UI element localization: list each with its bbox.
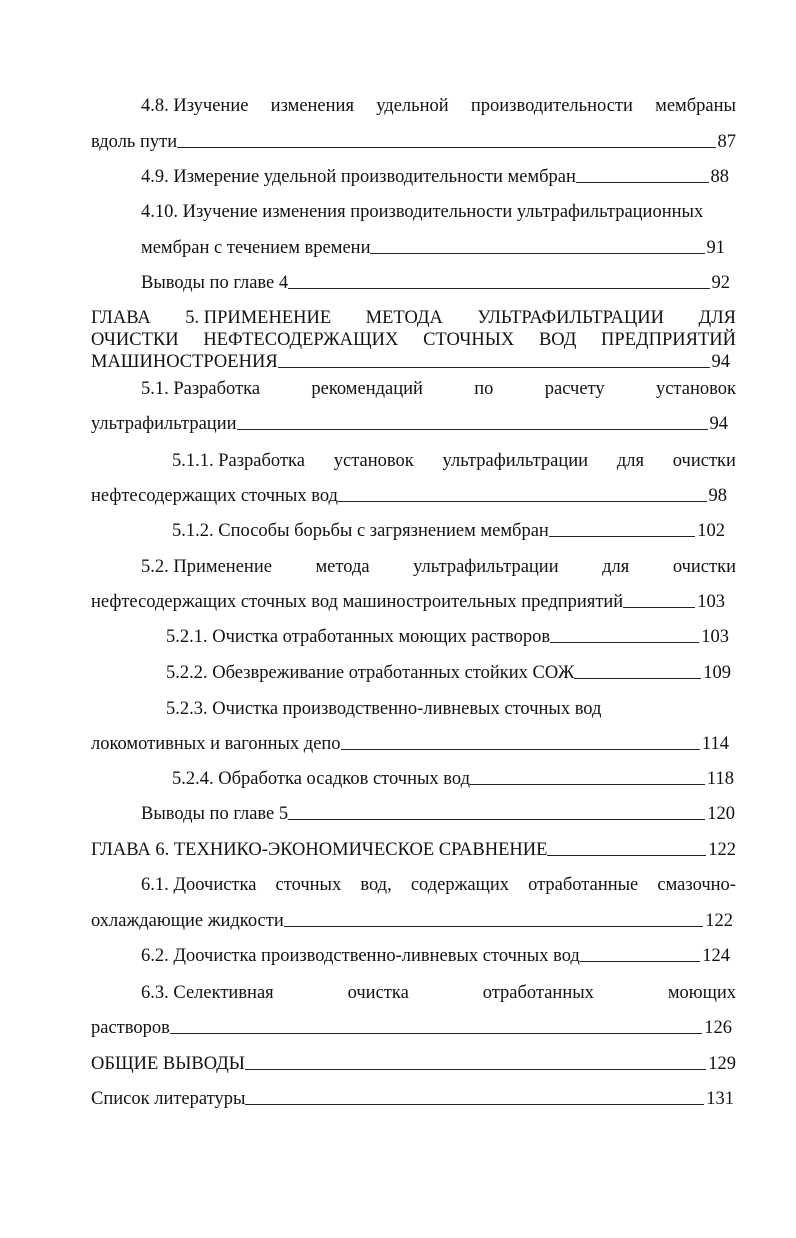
- toc-text: 5.2.4. Обработка осадков сточных вод: [172, 768, 471, 789]
- toc-text: 4.10. Изучение изменения производительности ультрафильтрационных: [141, 201, 704, 222]
- toc-line: [141, 156, 729, 186]
- page-number: 131: [706, 1088, 734, 1109]
- page-number: 126: [704, 1017, 732, 1038]
- toc-word: расчету: [544, 378, 605, 399]
- toc-word: моющих: [667, 982, 736, 1003]
- toc-line: [141, 227, 725, 257]
- page-number: 122: [708, 839, 736, 860]
- toc-text: локомотивных и вагонных депо: [91, 733, 341, 754]
- toc-text: ОБЩИЕ ВЫВОДЫ: [91, 1053, 245, 1074]
- toc-word: отработанных: [482, 982, 594, 1003]
- page-number: 92: [711, 272, 730, 293]
- toc-chapter-line: [91, 829, 736, 859]
- toc-word: содержащих: [410, 874, 510, 895]
- toc-line: [172, 510, 725, 540]
- toc-word: отработанные: [528, 874, 639, 895]
- toc-text: охлаждающие жидкости: [91, 910, 284, 931]
- page-number: 114: [701, 733, 729, 754]
- toc-word: установок: [655, 378, 736, 399]
- toc-word: ДЛЯ: [698, 307, 736, 328]
- toc-line: [141, 85, 736, 115]
- leader-line: [338, 501, 707, 502]
- page-number: 94: [709, 413, 728, 434]
- leader-line: [177, 147, 715, 148]
- toc-word: вод,: [360, 874, 392, 895]
- toc-word: ВОД: [538, 329, 577, 350]
- toc-word: ГЛАВА: [91, 307, 151, 328]
- toc-text: ГЛАВА 6. ТЕХНИКО-ЭКОНОМИЧЕСКОЕ СРАВНЕНИЕ: [91, 839, 548, 860]
- toc-line: [91, 403, 728, 433]
- toc-word: по: [474, 378, 494, 399]
- toc-line: [91, 1043, 736, 1073]
- leader-line: [550, 642, 699, 643]
- toc-text: 5.2.1. Очистка отработанных моющих растворов: [166, 626, 551, 647]
- toc-line: [91, 121, 736, 151]
- toc-line: [91, 900, 733, 930]
- leader-line: [623, 607, 695, 608]
- toc-word: очистки: [672, 556, 736, 577]
- toc-text: мембран с течением времени: [141, 237, 371, 258]
- page-number: 129: [708, 1053, 736, 1074]
- leader-line: [170, 1033, 702, 1034]
- toc-line: [91, 723, 729, 753]
- toc-text: ультрафильтрации: [91, 413, 237, 434]
- toc-line: [91, 1007, 732, 1037]
- leader-line: [284, 926, 704, 927]
- toc-word: для: [602, 556, 630, 577]
- page-number: 103: [701, 626, 729, 647]
- leader-line: [237, 429, 708, 430]
- toc-text: растворов: [91, 1017, 170, 1038]
- toc-line: [141, 935, 730, 965]
- toc-word: СТОЧНЫХ: [423, 329, 515, 350]
- toc-word: ПРЕДПРИЯТИЙ: [601, 329, 736, 350]
- leader-line: [549, 536, 695, 537]
- toc-line: [141, 191, 729, 221]
- leader-line: [574, 678, 701, 679]
- page-number: 122: [705, 910, 733, 931]
- toc-text: Выводы по главе 4: [141, 272, 289, 293]
- toc-line: [91, 1078, 734, 1108]
- page-number: 124: [702, 945, 730, 966]
- toc-word: 6.3. Селективная: [141, 982, 274, 1003]
- toc-word: производительности: [470, 95, 633, 116]
- toc-line: [141, 864, 736, 894]
- page-number: 88: [710, 166, 729, 187]
- toc-word: рекомендаций: [311, 378, 423, 399]
- toc-chapter-line: [91, 341, 730, 371]
- toc-word: ОЧИСТКИ: [91, 329, 179, 350]
- leader-line: [576, 182, 709, 183]
- toc-word: 5. ПРИМЕНЕНИЕ: [185, 307, 332, 328]
- toc-line: [166, 652, 731, 682]
- toc-word: 5.2. Применение: [141, 556, 272, 577]
- toc-text: нефтесодержащих сточных вод: [91, 485, 338, 506]
- leader-line: [547, 855, 706, 856]
- page-number: 98: [708, 485, 727, 506]
- toc-line: [172, 440, 736, 470]
- toc-text: 6.2. Доочистка производственно-ливневых сточных вод: [141, 945, 580, 966]
- toc-word: очистка: [347, 982, 409, 1003]
- toc-text: Выводы по главе 5: [141, 803, 289, 824]
- toc-word: МЕТОДА: [365, 307, 443, 328]
- leader-line: [370, 253, 704, 254]
- toc-word: установок: [333, 450, 414, 471]
- toc-word: сточных: [275, 874, 342, 895]
- leader-line: [245, 1104, 704, 1105]
- toc-word: для: [616, 450, 644, 471]
- page-number: 102: [697, 520, 725, 541]
- toc-word: НЕФТЕСОДЕРЖАЩИХ: [203, 329, 399, 350]
- toc-text: вдоль пути: [91, 131, 178, 152]
- toc-text: МАШИНОСТРОЕНИЯ: [91, 351, 278, 372]
- toc-word: метода: [315, 556, 370, 577]
- leader-line: [580, 961, 700, 962]
- toc-word: 6.1. Доочистка: [141, 874, 257, 895]
- page-number: 118: [706, 768, 734, 789]
- leader-line: [288, 819, 705, 820]
- toc-word: изменения: [270, 95, 354, 116]
- toc-line: [91, 475, 727, 505]
- toc-word: 5.1.1. Разработка: [172, 450, 305, 471]
- leader-line: [245, 1069, 706, 1070]
- page-number: 91: [706, 237, 725, 258]
- toc-word: 4.8. Изучение: [141, 95, 249, 116]
- toc-text: 5.2.2. Обезвреживание отработанных стойких СОЖ: [166, 662, 575, 683]
- page-number: 103: [697, 591, 725, 612]
- toc-line: [172, 758, 734, 788]
- leader-line: [470, 784, 705, 785]
- toc-text: 5.2.3. Очистка производственно-ливневых сточных вод: [166, 698, 602, 719]
- toc-text: нефтесодержащих сточных вод машиностроительных предприятий: [91, 591, 624, 612]
- toc-word: 5.1. Разработка: [141, 378, 261, 399]
- toc-line: [166, 688, 731, 718]
- page-number: 120: [707, 803, 735, 824]
- toc-word: ультрафильтрации: [442, 450, 589, 471]
- toc-word: УЛЬТРАФИЛЬТРАЦИИ: [477, 307, 664, 328]
- page-number: 87: [717, 131, 736, 152]
- leader-line: [341, 749, 700, 750]
- toc-word: смазочно-: [657, 874, 736, 895]
- toc-word: очистки: [672, 450, 736, 471]
- toc-line: [141, 793, 735, 823]
- toc-line: [141, 368, 736, 398]
- toc-line: [141, 262, 730, 292]
- toc-line: [91, 581, 725, 611]
- toc-word: удельной: [376, 95, 449, 116]
- page-number: 109: [703, 662, 731, 683]
- toc-text: 5.1.2. Способы борьбы с загрязнением мембран: [172, 520, 549, 541]
- toc-word: ультрафильтрации: [413, 556, 559, 577]
- page-number: 94: [711, 351, 730, 372]
- toc-text: 4.9. Измерение удельной производительности мембран: [141, 166, 576, 187]
- leader-line: [288, 288, 709, 289]
- toc-word: мембраны: [655, 95, 736, 116]
- toc-text: Список литературы: [91, 1088, 246, 1109]
- toc-line: [166, 616, 729, 646]
- toc-line: [141, 972, 736, 1002]
- toc-line: [141, 546, 736, 576]
